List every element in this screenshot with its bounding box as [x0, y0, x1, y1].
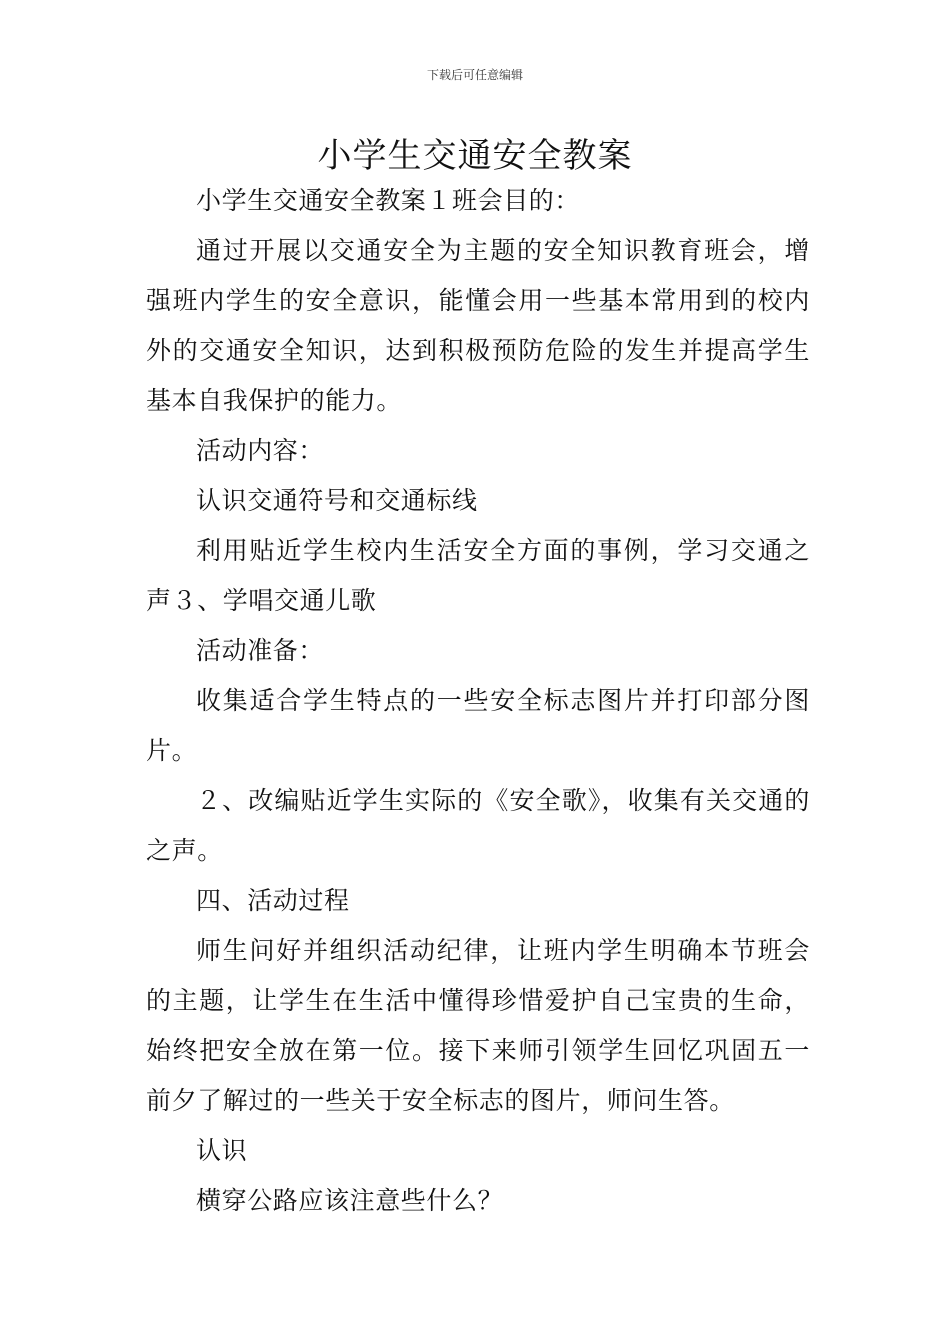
- paragraph-process-text: 师生问好并组织活动纪律，让班内学生明确本节班会的主题，让学生在生活中懂得珍惜爱护自己宝贵的生命，始终把安全放在第一位。接下来师引领学生回忆巩固五一前夕了解过的一些关于安全标志的图片，师问生答。: [146, 936, 810, 1115]
- paragraph-content-item-2: 利用贴近学生校内生活安全方面的事例，学习交通之声３、学唱交通儿歌: [146, 536, 810, 615]
- paragraph-objective-heading: 小学生交通安全教案１班会目的：: [196, 186, 581, 215]
- paragraph-preparation-item-2: ２、改编贴近学生实际的《安全歌》，收集有关交通的之声。: [146, 786, 810, 865]
- page-header-note: 下载后可任意编辑: [426, 68, 523, 82]
- document-title: 小学生交通安全教案: [317, 136, 633, 176]
- paragraph-preparation-item-1: 收集适合学生特点的一些安全标志图片并打印部分图片。: [146, 686, 810, 765]
- document-body: [146, 176, 810, 1226]
- paragraph-content-heading: 活动内容：: [196, 436, 325, 465]
- paragraph-objective-text: 通过开展以交通安全为主题的安全知识教育班会，增强班内学生的安全意识，能懂会用一些基本常用到的校内外的交通安全知识，达到积极预防危险的发生并提高学生基本自我保护的能力。: [146, 236, 810, 415]
- paragraph-content-item-1: 认识交通符号和交通标线: [196, 486, 478, 515]
- paragraph-question: 横穿公路应该注意些什么？: [196, 1186, 504, 1215]
- paragraph-recognize: 认识: [196, 1136, 248, 1165]
- paragraph-process-heading: 四、活动过程: [196, 886, 350, 915]
- paragraph-preparation-heading: 活动准备：: [196, 636, 325, 665]
